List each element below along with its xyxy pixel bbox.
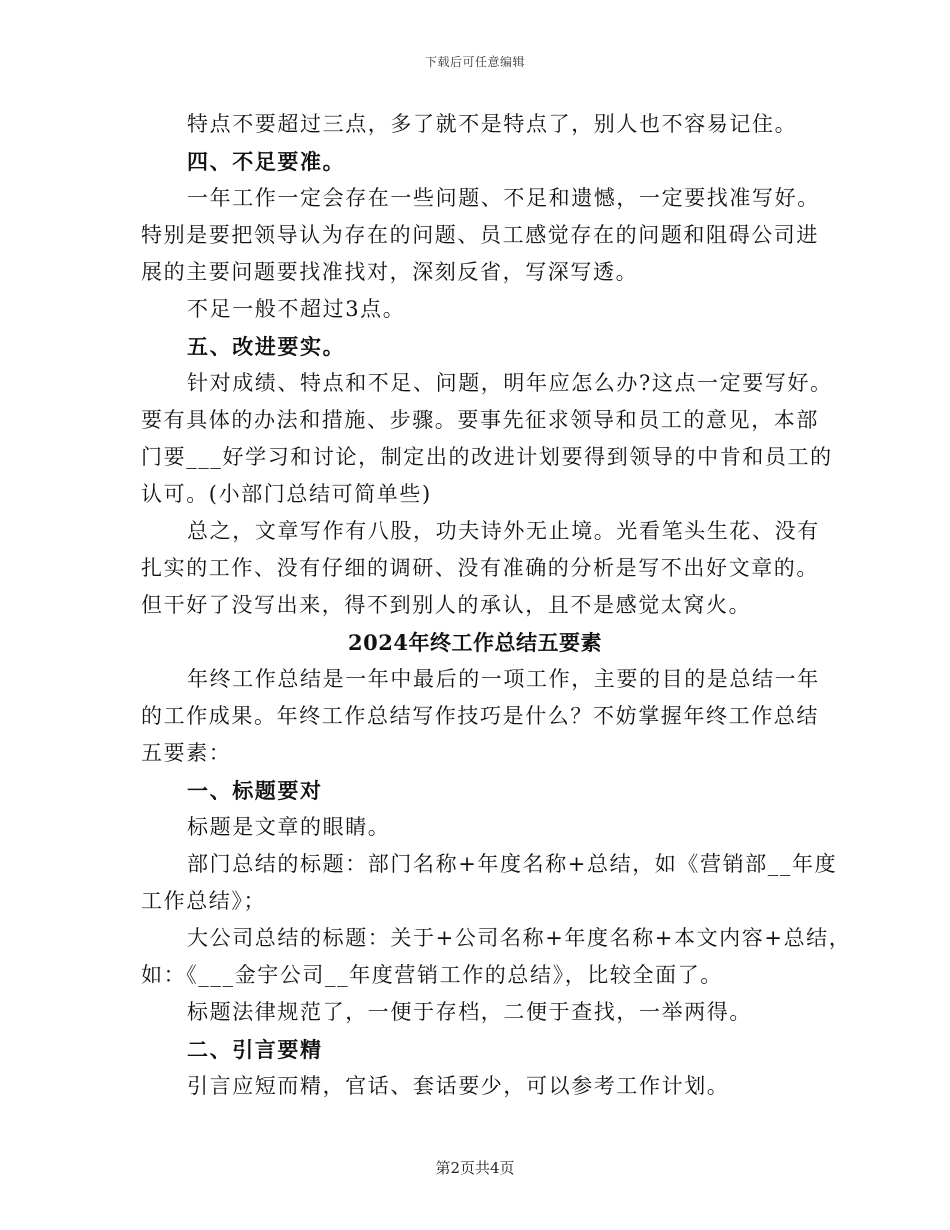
text-line: 引言应短而精，官话、套话要少，可以参考工作计划。 (187, 1074, 730, 1098)
text-line: 如：《___金宇公司__年度营销工作的总结》，比较全面了。 (141, 963, 723, 987)
text-line: 扎实的工作、没有仔细的调研、没有准确的分析是写不出好文章的。 (141, 556, 819, 580)
text-line: 标题是文章的眼睛。 (187, 815, 391, 839)
text-line: 部门总结的标题：部门名称+年度名称+总结，如《营销部__年度 (187, 852, 838, 876)
text-line: 标题法律规范了，一便于存档，二便于查找，一举两得。 (187, 1000, 752, 1024)
text-line: 门要___好学习和讨论，制定出的改进计划要得到领导的中肯和员工的 (141, 445, 833, 469)
text-line: 一年工作一定会存在一些问题、不足和遗憾，一定要找准写好。 (187, 186, 820, 210)
text-line: 特点不要超过三点，多了就不是特点了，别人也不容易记住。 (187, 112, 798, 136)
section-heading: 四、不足要准。 (187, 149, 346, 174)
text-line: 五要素： (141, 741, 232, 765)
text-line: 工作总结》； (141, 889, 267, 913)
page-footer: 第2页共4页 (435, 1159, 515, 1177)
text-line: 特别是要把领导认为存在的问题、员工感觉存在的问题和阻碍公司进 (141, 223, 819, 247)
text-line: 展的主要问题要找准找对，深刻反省，写深写透。 (141, 260, 639, 284)
text-line: 年终工作总结是一年中最后的一项工作，主要的目的是总结一年 (187, 667, 820, 691)
text-line: 针对成绩、特点和不足、问题，明年应怎么办?这点一定要写好。 (187, 371, 833, 395)
section-heading: 五、改进要实。 (187, 334, 346, 359)
article-title: 2024年终工作总结五要素 (348, 630, 602, 655)
section-heading: 二、引言要精 (187, 1037, 323, 1062)
text-line: 不足一般不超过3点。 (187, 297, 406, 321)
text-line: 的工作成果。年终工作总结写作技巧是什么？不妨掌握年终工作总结 (141, 704, 819, 728)
text-line: 大公司总结的标题：关于+公司名称+年度名称+本文内容+总结， (187, 926, 852, 950)
text-line: 但干好了没写出来，得不到别人的承认，且不是感觉太窝火。 (141, 593, 752, 617)
text-line: 认可。(小部门总结可简单些) (141, 482, 432, 506)
text-line: 要有具体的办法和措施、步骤。要事先征求领导和员工的意见，本部 (141, 408, 819, 432)
page-header: 下载后可任意编辑 (424, 55, 525, 69)
document-body (141, 106, 852, 1105)
text-line: 总之，文章写作有八股，功夫诗外无止境。光看笔头生花、没有 (187, 519, 820, 543)
section-heading: 一、标题要对 (187, 778, 323, 803)
